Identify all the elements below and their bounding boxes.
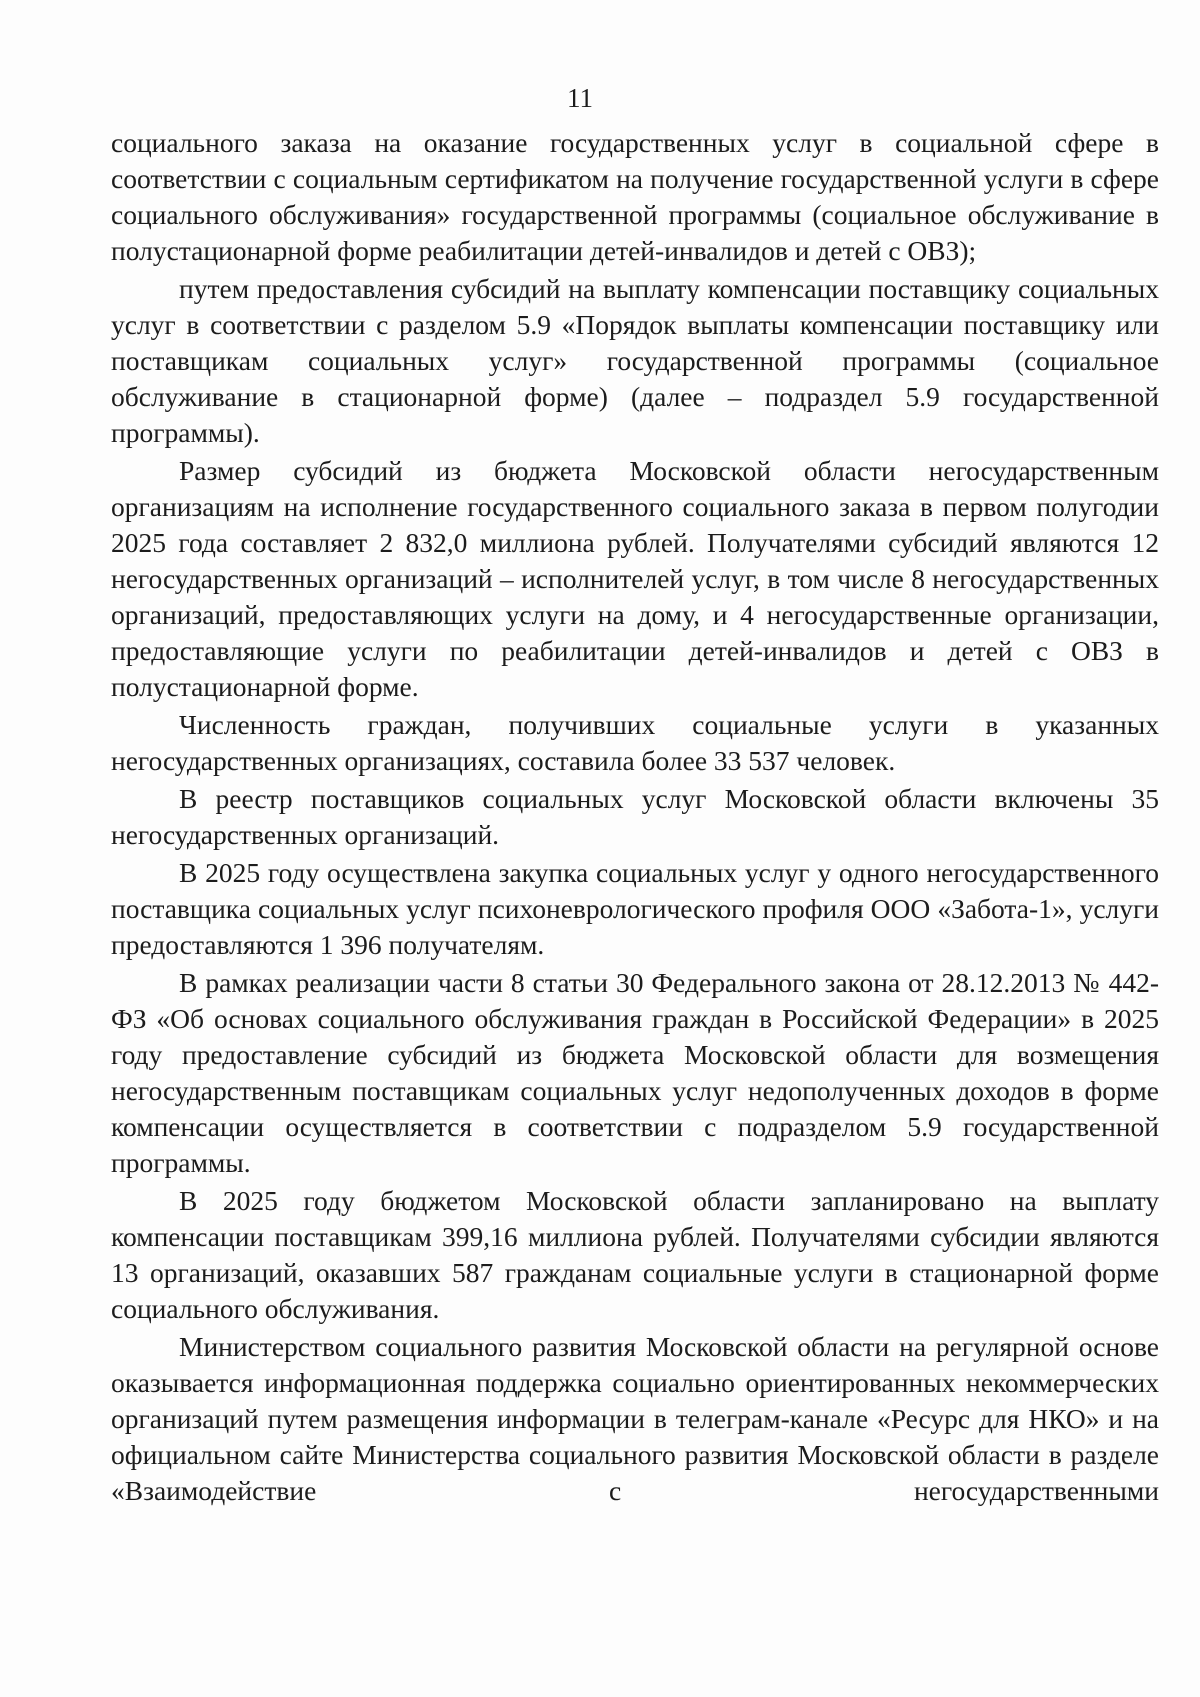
document-body	[111, 125, 1159, 1511]
paragraph: Министерством социального развития Московской области на регулярной основе оказывается информационная поддержка социально ориентированных некоммерческих организаций путем размещения информации в телеграм-канале «Ресурс для НКО» и на официальном сайте Министерства социального развития Московской области в разделе «Взаимодействие с негосударственными	[111, 1331, 1159, 1506]
paragraph: путем предоставления субсидий на выплату компенсации поставщику социальных услуг в соответствии с разделом 5.9 «Порядок выплаты компенсации поставщику или поставщикам социальных услуг» государственной программы (социальное обслуживание в стационарной форме) (далее – подраздел 5.9 государственной программы).	[111, 273, 1159, 448]
paragraph: В реестр поставщиков социальных услуг Московской области включены 35 негосударственных организаций.	[111, 783, 1159, 850]
paragraph: В 2025 году бюджетом Московской области запланировано на выплату компенсации поставщикам 399,16 миллиона рублей. Получателями субсидии являются 13 организаций, оказавших 587 гражданам социальные услуги в стационарной форме социального обслуживания.	[111, 1185, 1159, 1324]
paragraph: Численность граждан, получивших социальные услуги в указанных негосударственных организациях, составила более 33 537 человек.	[111, 709, 1159, 776]
paragraph: В рамках реализации части 8 статьи 30 Федерального закона от 28.12.2013 № 442-ФЗ «Об основах социального обслуживания граждан в Российской Федерации» в 2025 году предоставление субсидий из бюджета Московской области для возмещения негосударственным поставщикам социальных услуг недополученных доходов в форме компенсации осуществляется в соответствии с подразделом 5.9 государственной программы.	[111, 967, 1159, 1178]
paragraph: социального заказа на оказание государственных услуг в социальной сфере в соответствии с социальным сертификатом на получение государственной услуги в сфере социального обслуживания» государственной программы (социальное обслуживание в полустационарной форме реабилитации детей-инвалидов и детей с ОВЗ);	[111, 127, 1159, 266]
paragraph: Размер субсидий из бюджета Московской области негосударственным организациям на исполнение государственного социального заказа в первом полугодии 2025 года составляет 2 832,0 миллиона рублей. Получателями субсидий являются 12 негосударственных организаций – исполнителей услуг, в том числе 8 негосударственных организаций, предоставляющих услуги на дому, и 4 негосударственные организации, предоставляющие услуги по реабилитации детей-инвалидов и детей с ОВЗ в полустационарной форме.	[111, 455, 1159, 702]
paragraph: В 2025 году осуществлена закупка социальных услуг у одного негосударственного поставщика социальных услуг психоневрологического профиля ООО «Забота-1», услуги предоставляются 1 396 получателям.	[111, 857, 1159, 960]
page-number: 11	[567, 83, 593, 113]
